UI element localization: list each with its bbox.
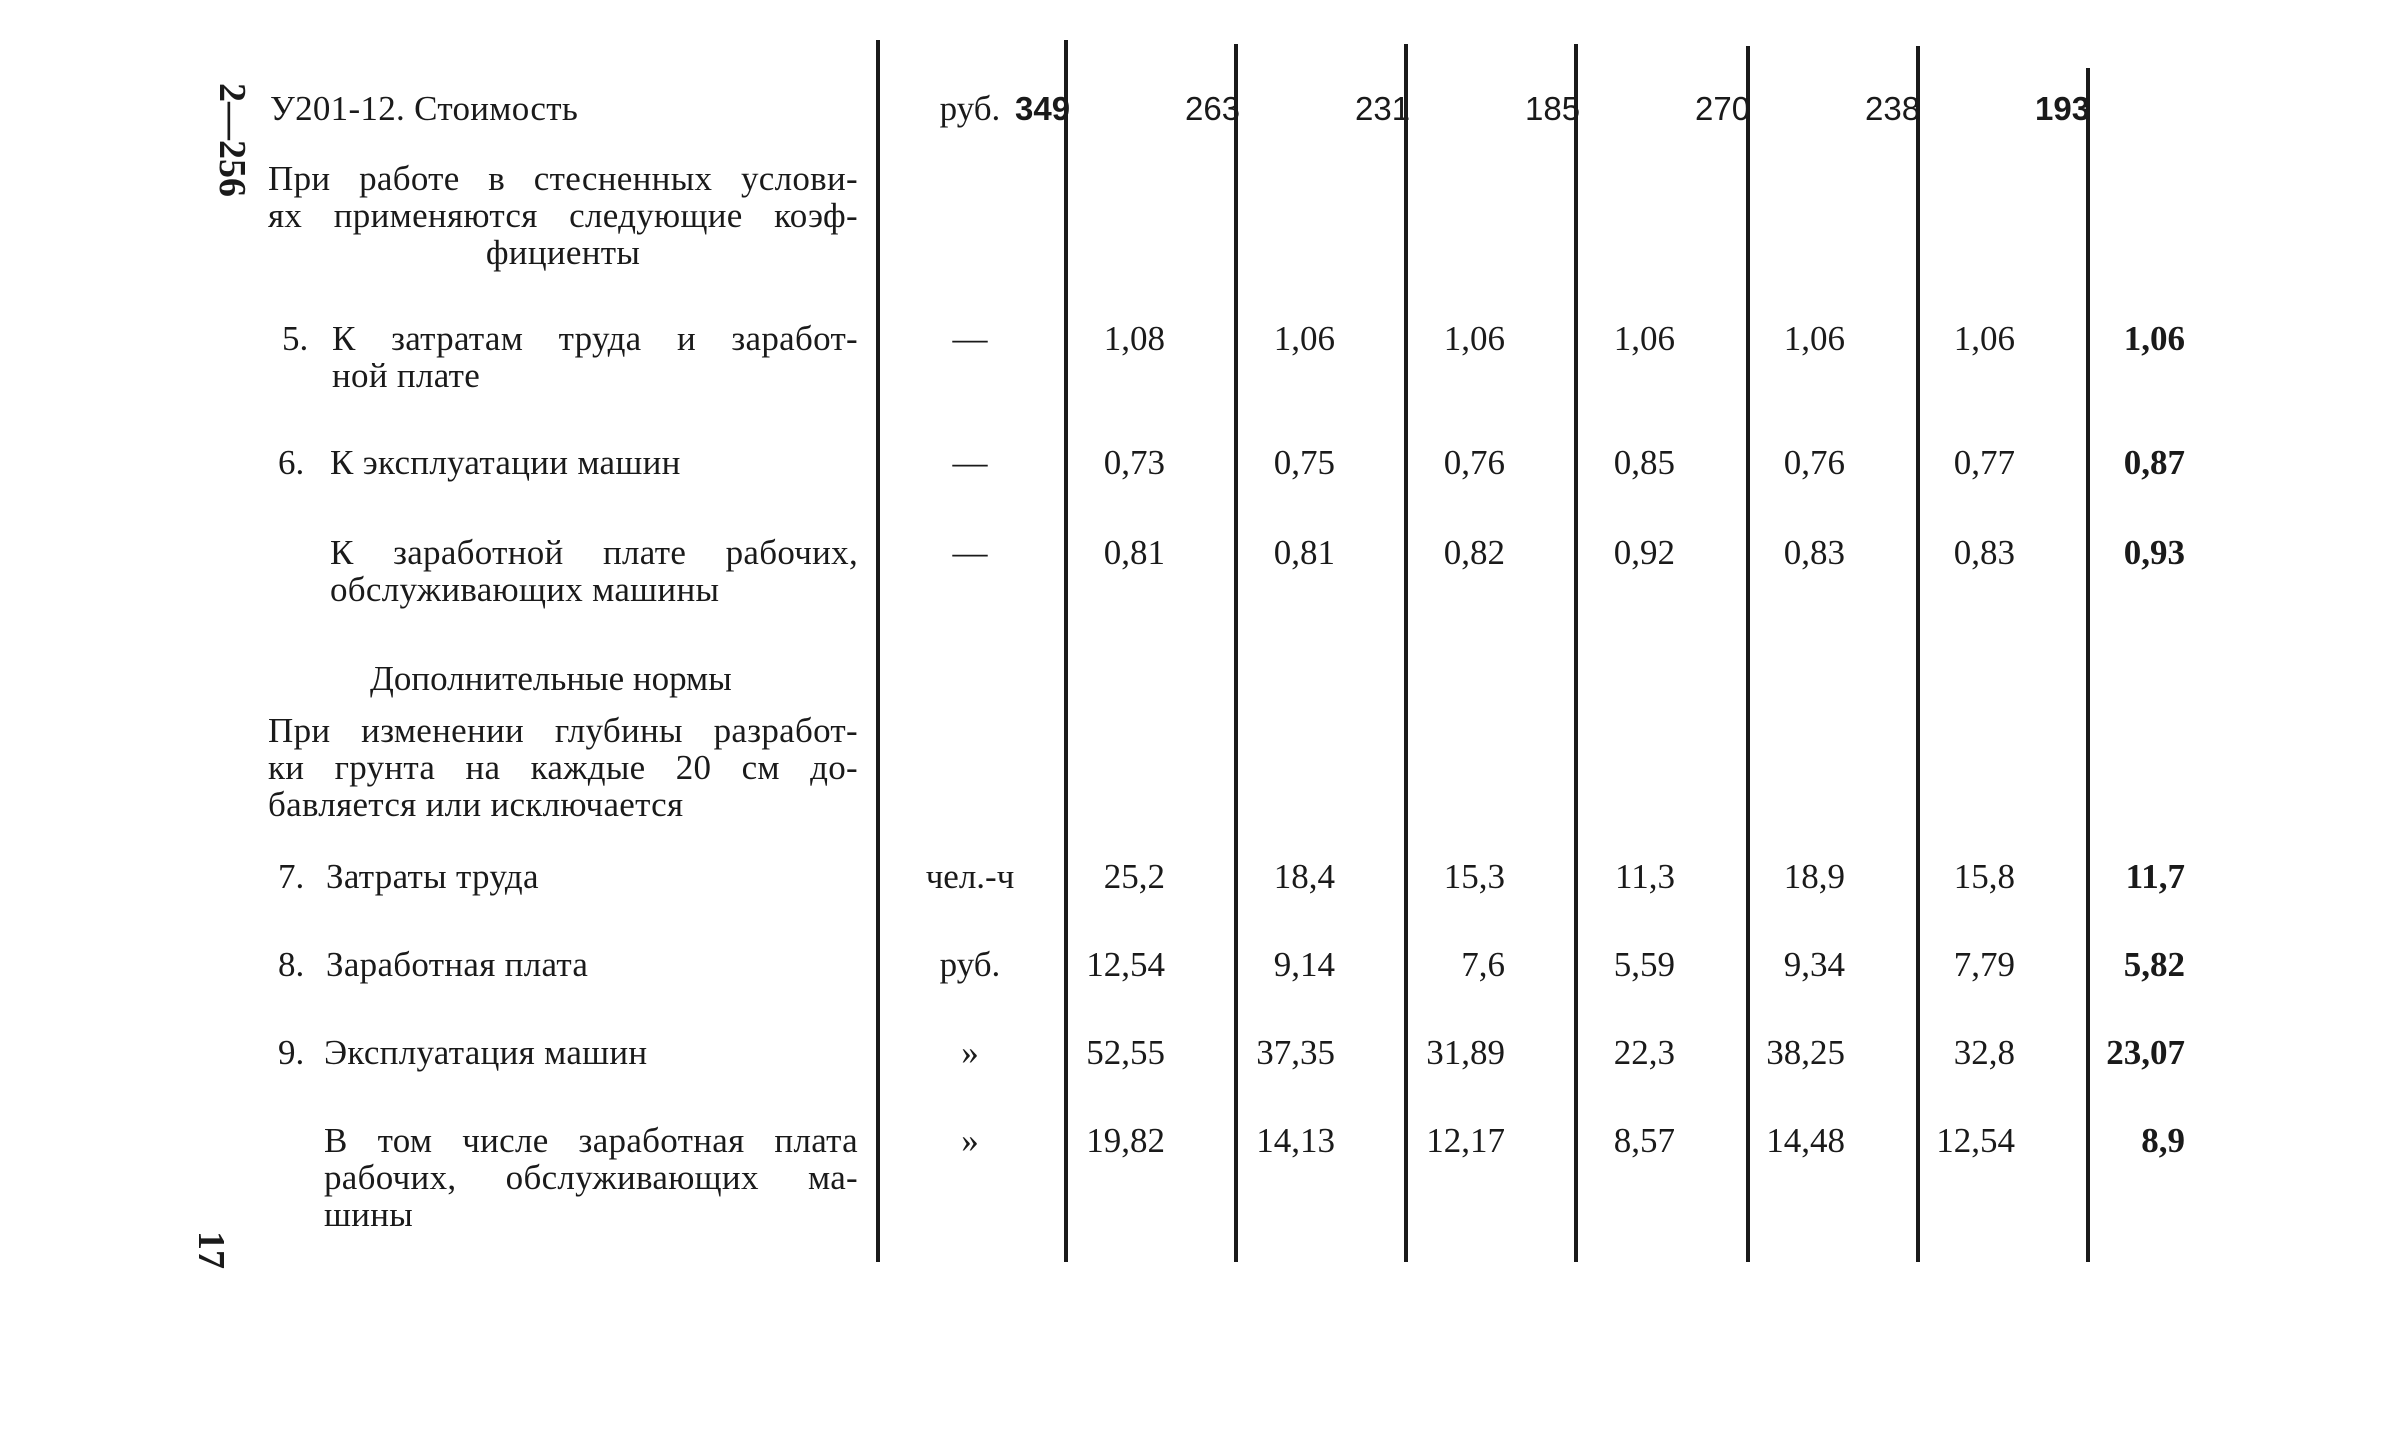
column-rule: [1064, 40, 1068, 1262]
value-cell: 14,13: [1256, 1121, 1335, 1160]
column-rule: [876, 40, 880, 1262]
value-cell: 32,8: [1953, 1033, 2015, 1072]
margin-label-bottom: 17: [190, 1231, 232, 1269]
row-description: [326, 858, 858, 895]
value-cell: 0,87: [2123, 443, 2185, 482]
value-cell: 9,14: [1273, 945, 1335, 984]
description-line: Затраты труда: [326, 857, 539, 896]
value-cell: 25,2: [1103, 857, 1165, 896]
section-heading: Дополнительные нормы: [370, 659, 732, 698]
description-line: обслуживающих машины: [330, 570, 720, 609]
row-description: [324, 1122, 858, 1233]
value-cell: 0,75: [1273, 443, 1335, 482]
value-cell: 263: [1185, 90, 1241, 127]
value-cell: 0,92: [1613, 533, 1675, 572]
unit-cell: руб.: [939, 945, 1001, 984]
value-cell: 1,06: [2123, 319, 2185, 358]
description-line: К эксплуатации машин: [330, 443, 681, 482]
value-cell: 12,17: [1426, 1121, 1505, 1160]
column-rule: [2086, 68, 2090, 1262]
value-cell: 38,25: [1766, 1033, 1845, 1072]
description-line: шины: [324, 1195, 414, 1234]
row-description: [268, 160, 858, 271]
value-cell: 7,79: [1953, 945, 2015, 984]
description-line: фициенты: [485, 233, 641, 272]
value-cell: 0,85: [1613, 443, 1675, 482]
description-line: У201-12. Стоимость: [270, 89, 579, 128]
value-cell: 193: [2035, 90, 2091, 127]
unit-cell: »: [961, 1033, 979, 1072]
value-cell: 11,3: [1615, 857, 1675, 896]
value-cell: 9,34: [1783, 945, 1845, 984]
value-cell: 0,77: [1953, 443, 2015, 482]
description-line: Эксплуатация машин: [324, 1033, 648, 1072]
row-description: [324, 1034, 858, 1071]
row-description: [270, 90, 858, 127]
value-cell: 52,55: [1086, 1033, 1165, 1072]
row-description: [326, 946, 858, 983]
description-line: рабочих, обслуживающих ма-: [324, 1158, 858, 1197]
column-rule: [1916, 46, 1920, 1262]
description-line: К заработной плате рабочих,: [330, 533, 858, 572]
row-number: 8.: [278, 945, 305, 984]
value-cell: 12,54: [1936, 1121, 2015, 1160]
row-description: [268, 712, 858, 823]
value-cell: 8,9: [2141, 1121, 2185, 1160]
value-cell: 231: [1355, 90, 1411, 127]
value-cell: 0,82: [1443, 533, 1505, 572]
value-cell: 18,9: [1783, 857, 1845, 896]
value-cell: 1,06: [1273, 319, 1335, 358]
column-rule: [1746, 46, 1750, 1262]
margin-label-top: 2—256: [211, 83, 253, 197]
value-cell: 1,08: [1103, 319, 1165, 358]
value-cell: 0,73: [1103, 443, 1165, 482]
value-cell: 22,3: [1613, 1033, 1675, 1072]
value-cell: 11,7: [2125, 857, 2185, 896]
value-cell: 19,82: [1086, 1121, 1165, 1160]
unit-cell: руб.: [939, 89, 1001, 128]
description-line: При работе в стесненных услови-: [268, 159, 858, 198]
description-line: При изменении глубины разработ-: [268, 711, 858, 750]
row-number: 5.: [282, 319, 309, 358]
value-cell: 0,93: [2123, 533, 2185, 572]
row-description: [330, 534, 858, 608]
value-cell: 0,83: [1783, 533, 1845, 572]
description-line: бавляется или исключается: [268, 785, 684, 824]
description-line: Заработная плата: [326, 945, 589, 984]
column-rule: [1574, 44, 1578, 1262]
unit-cell: »: [961, 1121, 979, 1160]
value-cell: 270: [1695, 90, 1751, 127]
value-cell: 0,81: [1103, 533, 1165, 572]
value-cell: 5,82: [2123, 945, 2185, 984]
value-cell: 238: [1865, 90, 1921, 127]
value-cell: 185: [1525, 90, 1581, 127]
row-number: 7.: [278, 857, 305, 896]
value-cell: 0,81: [1273, 533, 1335, 572]
description-line: ки грунта на каждые 20 см до-: [268, 748, 858, 787]
description-line: ной плате: [332, 356, 481, 395]
unit-cell: —: [952, 443, 988, 482]
value-cell: 15,8: [1953, 857, 2015, 896]
value-cell: 0,76: [1783, 443, 1845, 482]
row-description: [330, 444, 858, 481]
value-cell: 23,07: [2106, 1033, 2185, 1072]
value-cell: 15,3: [1443, 857, 1505, 896]
value-cell: 1,06: [1783, 319, 1845, 358]
value-cell: 1,06: [1443, 319, 1505, 358]
unit-cell: чел.-ч: [925, 857, 1015, 896]
description-line: В том числе заработная плата: [324, 1121, 858, 1160]
unit-cell: —: [952, 319, 988, 358]
value-cell: 1,06: [1613, 319, 1675, 358]
row-number: 9.: [278, 1033, 305, 1072]
value-cell: 5,59: [1613, 945, 1675, 984]
value-cell: 12,54: [1086, 945, 1165, 984]
value-cell: 0,76: [1443, 443, 1505, 482]
value-cell: 1,06: [1953, 319, 2015, 358]
value-cell: 14,48: [1766, 1121, 1845, 1160]
value-cell: 7,6: [1461, 945, 1505, 984]
value-cell: 0,83: [1953, 533, 2015, 572]
unit-cell: —: [952, 533, 988, 572]
description-line: К затратам труда и заработ-: [332, 319, 858, 358]
value-cell: 37,35: [1256, 1033, 1335, 1072]
column-rule: [1404, 44, 1408, 1262]
value-cell: 349: [1015, 90, 1071, 127]
row-description: [332, 320, 858, 394]
row-number: 6.: [278, 443, 305, 482]
value-cell: 31,89: [1426, 1033, 1505, 1072]
value-cell: 18,4: [1273, 857, 1335, 896]
description-line: ях применяются следующие коэф-: [268, 196, 858, 235]
column-rule: [1234, 44, 1238, 1262]
value-cell: 8,57: [1613, 1121, 1675, 1160]
